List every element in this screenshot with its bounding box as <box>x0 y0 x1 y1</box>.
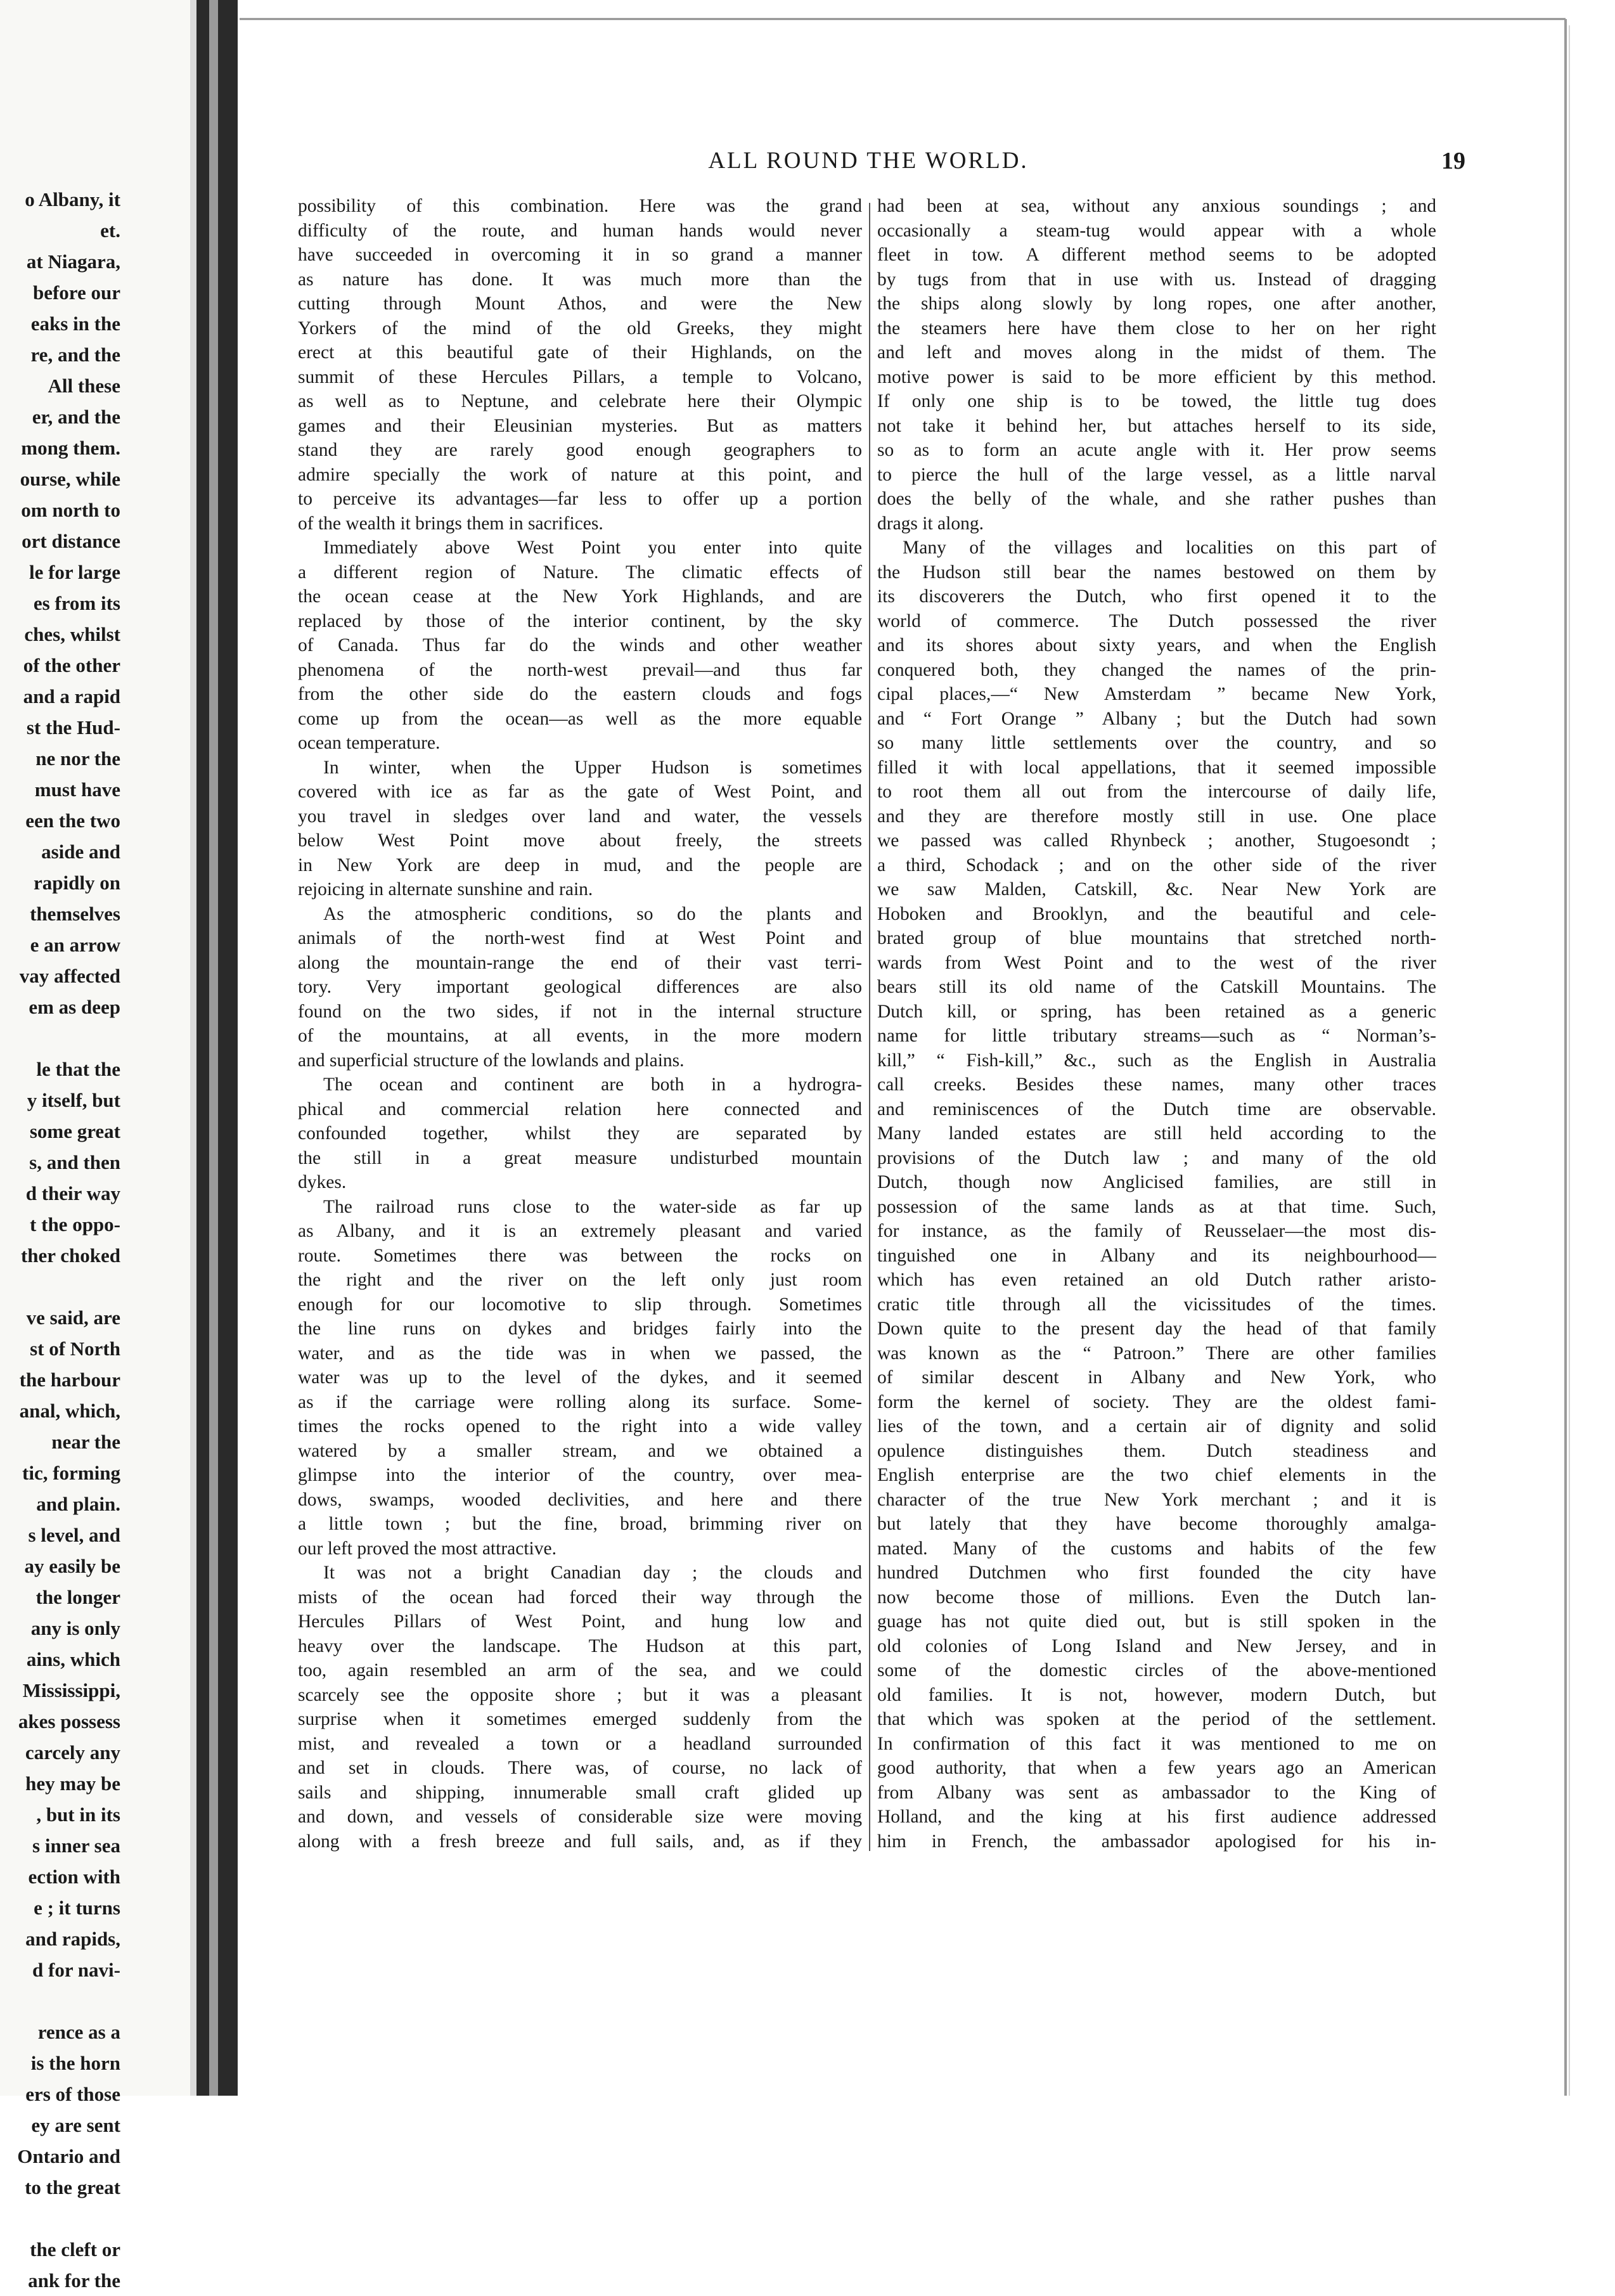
fragment-line: d their way <box>25 1182 120 1204</box>
text-line: too, again resembled an arm of the sea, and we could <box>298 1660 862 1680</box>
text-line: mists of the ocean had forced their way through the <box>298 1587 862 1608</box>
text-line: fleet in tow. A different method seems to be adopted <box>877 245 1436 265</box>
text-line: filled it with local appellations, that it seemed impossible <box>877 757 1436 778</box>
text-line: not take it behind her, but attaches herself to its side, <box>877 415 1436 436</box>
text-line: provisions of the Dutch law ; and many of the old <box>877 1147 1436 1168</box>
text-line: and its shores about sixty years, and when the English <box>877 635 1436 655</box>
text-line: mist, and revealed a town or a headland surrounded <box>298 1733 862 1754</box>
text-line: tory. Very important geological differences are also <box>298 977 862 997</box>
text-line: difficulty of the route, and human hands would never <box>298 220 862 241</box>
text-line: you travel in sledges over land and water, the vessels <box>298 806 862 827</box>
fragment-line: at Niagara, <box>26 250 120 273</box>
text-line: but lately that they have become thoroughly amalga- <box>877 1514 1436 1534</box>
fragment-line: ort distance <box>22 530 120 552</box>
text-line: was known as the “ Patroon.” There are other families <box>877 1343 1436 1364</box>
text-line: animals of the north-west find at West Point and <box>298 928 862 948</box>
text-line: As the atmospheric conditions, so do the plants and <box>323 903 862 924</box>
fragment-line: Mississippi, <box>22 1679 120 1701</box>
text-line: come up from the ocean—as well as the more equable <box>298 708 862 729</box>
text-line: games and their Eleusinian mysteries. But as matters <box>298 415 862 436</box>
fragment-line: themselves <box>30 903 120 925</box>
text-line: cipal places,—“ New Amsterdam ” became New York, <box>877 684 1436 704</box>
fragment-line <box>3 2203 120 2234</box>
fragment-line: the longer <box>35 1586 120 1608</box>
fragment-line: et. <box>100 219 120 242</box>
fragment-line: o Albany, it <box>25 188 120 210</box>
text-line: Hercules Pillars of West Point, and hung low and <box>298 1611 862 1632</box>
text-line: summit of these Hercules Pillars, a temple to Volcano, <box>298 366 862 387</box>
text-line: and “ Fort Orange ” Albany ; but the Dutch had sown <box>877 708 1436 729</box>
fragment-line: aside and <box>41 841 120 863</box>
text-line: as well as to Neptune, and celebrate here their Olympic <box>298 391 862 411</box>
text-line: as if the carriage were rolling along its surface. Some- <box>298 1391 862 1412</box>
text-line: Many landed estates are still held according to the <box>877 1123 1436 1144</box>
text-line: Dutch kill, or spring, has been retained as a generic <box>877 1001 1436 1022</box>
text-line: and set in clouds. There was, of course, no lack of <box>298 1758 862 1778</box>
text-line: heavy over the landscape. The Hudson at this part, <box>298 1635 862 1656</box>
fragment-line: ains, which <box>26 1648 120 1670</box>
text-line: enough for our locomotive to slip through. Sometimes <box>298 1294 862 1315</box>
text-line: to perceive its advantages—far less to offer up a portion <box>298 489 862 509</box>
text-line: and they are therefore mostly still in use. One place <box>877 806 1436 827</box>
text-line: English enterprise are the two chief elements in the <box>877 1465 1436 1485</box>
fragment-line: akes possess <box>18 1710 120 1732</box>
fragment-line: ches, whilst <box>24 623 120 645</box>
fragment-line <box>3 1985 120 2016</box>
fragment-line: hey may be <box>25 1772 120 1795</box>
text-line: now become those of millions. Even the Dutch lan- <box>877 1587 1436 1608</box>
text-line: the still in a great measure undisturbed mountain <box>298 1147 862 1168</box>
fragment-line: Ontario and <box>17 2145 120 2167</box>
text-line: we saw Malden, Catskill, &c. Near New York are <box>877 879 1436 900</box>
text-line: sails and shipping, innumerable small craft glided up <box>298 1782 862 1803</box>
fragment-line: s level, and <box>28 1524 120 1546</box>
text-line: mated. Many of the customs and habits of the few <box>877 1538 1436 1559</box>
text-line: confounded together, whilst they are separated by <box>298 1123 862 1144</box>
text-line: Down quite to the present day the head of that family <box>877 1319 1436 1339</box>
text-line: Hoboken and Brooklyn, and the beautiful and cele- <box>877 903 1436 924</box>
text-line: below West Point move about freely, the streets <box>298 830 862 851</box>
text-line: so as to form an acute angle with it. Her prow seems <box>877 440 1436 460</box>
text-line: lies of the town, and a certain air of dignity and solid <box>877 1416 1436 1436</box>
text-line: cratic title through all the vicissitudes of the times. <box>877 1294 1436 1315</box>
text-line: as nature has done. It was much more than the <box>298 269 862 290</box>
text-line: for instance, as the family of Reusselaer—the most dis- <box>877 1221 1436 1241</box>
text-column-left <box>298 194 862 1854</box>
fragment-line: All these <box>48 375 120 397</box>
text-line: the line runs on dykes and bridges fairly into the <box>298 1319 862 1339</box>
text-line: a different region of Nature. The climatic effects of <box>298 562 862 583</box>
text-line: water, and as the tide was in when we passed, the <box>298 1343 862 1364</box>
fragment-line: of the other <box>23 654 120 676</box>
text-line: In winter, when the Upper Hudson is sometimes <box>323 757 862 778</box>
fragment-line: the harbour <box>19 1369 120 1391</box>
fragment-line: tic, forming <box>22 1462 120 1484</box>
text-line: and left and moves along in the midst of them. The <box>877 342 1436 363</box>
fragment-line: st the Hud- <box>26 716 120 738</box>
fragment-line: vay affected <box>19 965 120 987</box>
text-line: to pierce the hull of the large vessel, as a little narval <box>877 464 1436 485</box>
fragment-line: anal, which, <box>19 1400 120 1422</box>
fragment-line: es from its <box>33 592 120 614</box>
text-line: admire specially the work of nature at this point, and <box>298 464 862 485</box>
text-line: motive power is said to be more efficient by this method. <box>877 366 1436 387</box>
text-line: In confirmation of this fact it was mentioned to me on <box>877 1733 1436 1754</box>
text-line: have succeeded in overcoming it in so grand a manner <box>298 245 862 265</box>
text-line: as Albany, and it is an extremely pleasant and varied <box>298 1221 862 1241</box>
text-line: that which was spoken at the period of the settlement. <box>877 1709 1436 1729</box>
fragment-line: eaks in the <box>30 313 120 335</box>
text-line: The ocean and continent are both in a hydrogra- <box>323 1074 862 1095</box>
text-line: the steamers here have them close to her on her right <box>877 318 1436 339</box>
fragment-line: ers of those <box>25 2083 120 2105</box>
fragment-line: ank for the <box>28 2269 120 2292</box>
text-line: the ships along slowly by long ropes, one after another, <box>877 293 1436 314</box>
text-column-right <box>877 194 1436 1854</box>
text-line: we passed was called Rhynbeck ; another, Stugoesondt ; <box>877 830 1436 851</box>
text-line: cutting through Mount Athos, and were the New <box>298 293 862 314</box>
text-line: Holland, and the king at his first audience addressed <box>877 1807 1436 1827</box>
fragment-line <box>3 1271 120 1302</box>
text-line: old families. It is not, however, modern Dutch, but <box>877 1684 1436 1705</box>
text-line: wards from West Point and to the west of the river <box>877 952 1436 973</box>
text-line: hundred Dutchmen who first founded the city have <box>877 1563 1436 1583</box>
text-line: the Hudson still bear the names bestowed on them by <box>877 562 1436 583</box>
fragment-line: to the great <box>25 2176 120 2198</box>
text-line: The railroad runs close to the water-side as far up <box>323 1196 862 1217</box>
text-line: dows, swamps, wooded declivities, and here and there <box>298 1489 862 1510</box>
text-line: of the wealth it brings them in sacrifices. <box>298 513 603 534</box>
text-line: form the kernel of society. They are the oldest fami- <box>877 1391 1436 1412</box>
text-line: along with a fresh breeze and full sails, and, as if they <box>298 1831 862 1852</box>
text-line: erect at this beautiful gate of their Highlands, on the <box>298 342 862 363</box>
fragment-line: re, and the <box>30 344 120 366</box>
text-line: conquered both, they changed the names of the prin- <box>877 659 1436 680</box>
text-line: Many of the villages and localities on this part of <box>903 538 1436 558</box>
text-line: rejoicing in alternate sunshine and rain. <box>298 879 593 900</box>
text-line: the ocean cease at the New York Highlands, and are <box>298 586 862 607</box>
text-line: some of the domestic circles of the above-mentioned <box>877 1660 1436 1680</box>
fragment-line: must have <box>34 778 120 801</box>
fragment-line: near the <box>51 1431 120 1453</box>
text-line: a little town ; but the fine, broad, brimming river on <box>298 1514 862 1534</box>
fragment-line: e ; it turns <box>34 1897 120 1919</box>
text-line: old colonies of Long Island and New Jersey, and in <box>877 1635 1436 1656</box>
text-line: possession of the same lands as at that time. Such, <box>877 1196 1436 1217</box>
fragment-line: and rapids, <box>25 1928 120 1950</box>
fragment-line: ection with <box>28 1866 120 1888</box>
text-line: ocean temperature. <box>298 733 441 753</box>
text-line: good authority, that when a few years ago an American <box>877 1758 1436 1778</box>
text-line: scarcely see the opposite shore ; but it was a pleasant <box>298 1684 862 1705</box>
fragment-line: is the horn <box>30 2052 120 2074</box>
fragment-line: before our <box>32 281 120 304</box>
fragment-line: le that the <box>36 1058 120 1080</box>
fragment-line: e an arrow <box>30 934 120 956</box>
fragment-line: s inner sea <box>32 1835 120 1857</box>
text-line: phical and commercial relation here connected and <box>298 1099 862 1119</box>
text-line: Dutch, though now Anglicised families, are still in <box>877 1172 1436 1192</box>
text-line: Yorkers of the mind of the old Greeks, they might <box>298 318 862 339</box>
text-line: which has even retained an old Dutch rather aristo- <box>877 1270 1436 1290</box>
fragment-line: t the oppo- <box>30 1213 120 1235</box>
fragment-line: any is only <box>30 1617 120 1639</box>
text-line: phenomena of the north-west prevail—and thus far <box>298 659 862 680</box>
fragment-line: s, and then <box>29 1151 120 1173</box>
page-number: 19 <box>1441 148 1465 174</box>
fragment-line: ve said, are <box>26 1306 120 1329</box>
fragment-line: carcely any <box>25 1741 120 1764</box>
text-line: drags it along. <box>877 513 984 534</box>
text-line: surprise when it sometimes emerged suddenly from the <box>298 1709 862 1729</box>
text-line: covered with ice as far as the gate of West Point, and <box>298 782 862 802</box>
text-line: route. Sometimes there was between the rocks on <box>298 1245 862 1266</box>
fragment-line: rence as a <box>37 2021 120 2043</box>
text-line: from Albany was sent as ambassador to the King of <box>877 1782 1436 1803</box>
text-line: him in French, the ambassador apologised for his in- <box>877 1831 1436 1852</box>
fragment-line: er, and the <box>32 406 120 428</box>
fragment-line: om north to <box>21 499 120 521</box>
text-line: in New York are deep in mud, and the people are <box>298 855 862 875</box>
text-line: possibility of this combination. Here was the grand <box>298 196 862 216</box>
text-line: from the other side do the eastern clouds and fogs <box>298 684 862 704</box>
fragment-line: ey are sent <box>31 2114 120 2136</box>
fragment-line: ay easily be <box>24 1555 120 1577</box>
fragment-line: le for large <box>29 561 120 583</box>
text-line: world of commerce. The Dutch possessed the river <box>877 610 1436 631</box>
text-line: replaced by those of the interior continent, by the sky <box>298 610 862 631</box>
text-line: along the mountain-range the end of their vast terri- <box>298 952 862 973</box>
text-line: of similar descent in Albany and New York, who <box>877 1367 1436 1388</box>
text-line: water was up to the level of the dykes, and it seemed <box>298 1367 862 1388</box>
fragment-line: y itself, but <box>27 1089 120 1111</box>
text-line: the right and the river on the left only just room <box>298 1270 862 1290</box>
text-line: and reminiscences of the Dutch time are observable. <box>877 1099 1436 1119</box>
text-line: times the rocks opened to the right into a wide valley <box>298 1416 862 1436</box>
text-line: It was not a bright Canadian day ; the clouds and <box>323 1563 862 1583</box>
text-line: does the belly of the whale, and she rather pushes than <box>877 489 1436 509</box>
text-line: occasionally a steam-tug would appear with a whole <box>877 220 1436 241</box>
text-line: If only one ship is to be towed, the little tug does <box>877 391 1436 411</box>
text-line: kill,” “ Fish-kill,” &c., such as the English in Australia <box>877 1050 1436 1071</box>
fragment-line: ther choked <box>20 1244 120 1267</box>
fragment-line: st of North <box>30 1338 120 1360</box>
text-line: character of the true New York merchant ; and it is <box>877 1489 1436 1510</box>
text-line: our left proved the most attractive. <box>298 1538 557 1559</box>
fragment-line: em as deep <box>29 996 120 1018</box>
text-line: name for little tributary streams—such as “ Norman’s- <box>877 1026 1436 1046</box>
text-line: had been at sea, without any anxious soundings ; and <box>877 196 1436 216</box>
text-line: by tugs from that in use with us. Instead of dragging <box>877 269 1436 290</box>
text-line: guage has not quite died out, but is still spoken in the <box>877 1611 1436 1632</box>
text-line: a third, Schodack ; and on the other side of the river <box>877 855 1436 875</box>
fragment-line: ourse, while <box>20 468 120 490</box>
fragment-line: the cleft or <box>30 2238 120 2261</box>
fragment-line: ne nor the <box>35 747 120 770</box>
fragment-line: and a rapid <box>23 685 120 707</box>
text-line: glimpse into the interior of the country, over mea- <box>298 1465 862 1485</box>
text-line: found on the two sides, if not in the internal structure <box>298 1001 862 1022</box>
text-line: and superficial structure of the lowlands and plains. <box>298 1050 685 1071</box>
fragment-line: d for navi- <box>32 1959 120 1981</box>
text-line: of the mountains, at all events, in the more modern <box>298 1026 862 1046</box>
text-line: its discoverers the Dutch, who first opened it to the <box>877 586 1436 607</box>
fragment-line: , but in its <box>36 1803 120 1826</box>
text-line: dykes. <box>298 1172 347 1192</box>
text-line: of Canada. Thus far do the winds and other weather <box>298 635 862 655</box>
fragment-line: mong them. <box>21 437 120 459</box>
text-line: call creeks. Besides these names, many other traces <box>877 1074 1436 1095</box>
fragment-line: rapidly on <box>34 872 120 894</box>
text-line: brated group of blue mountains that stretched north- <box>877 928 1436 948</box>
text-line: opulence distinguishes them. Dutch steadiness and <box>877 1440 1436 1461</box>
text-line: bears still its old name of the Catskill Mountains. The <box>877 977 1436 997</box>
text-line: watered by a smaller stream, and we obtained a <box>298 1440 862 1461</box>
text-line: stand they are rarely good enough geographers to <box>298 440 862 460</box>
text-line: tinguished one in Albany and its neighbourhood— <box>877 1245 1436 1266</box>
left-page-fragment <box>3 184 120 2296</box>
text-line: to root them all out from the intercourse of daily life, <box>877 782 1436 802</box>
text-line: so many little settlements over the country, and so <box>877 733 1436 753</box>
fragment-line <box>3 1022 120 1054</box>
fragment-line: some great <box>29 1120 120 1142</box>
fragment-line: and plain. <box>36 1493 120 1515</box>
running-head: ALL ROUND THE WORLD. <box>708 148 1029 174</box>
text-line: Immediately above West Point you enter into quite <box>323 538 862 558</box>
fragment-line: een the two <box>25 809 120 832</box>
text-line: and down, and vessels of considerable size were moving <box>298 1807 862 1827</box>
